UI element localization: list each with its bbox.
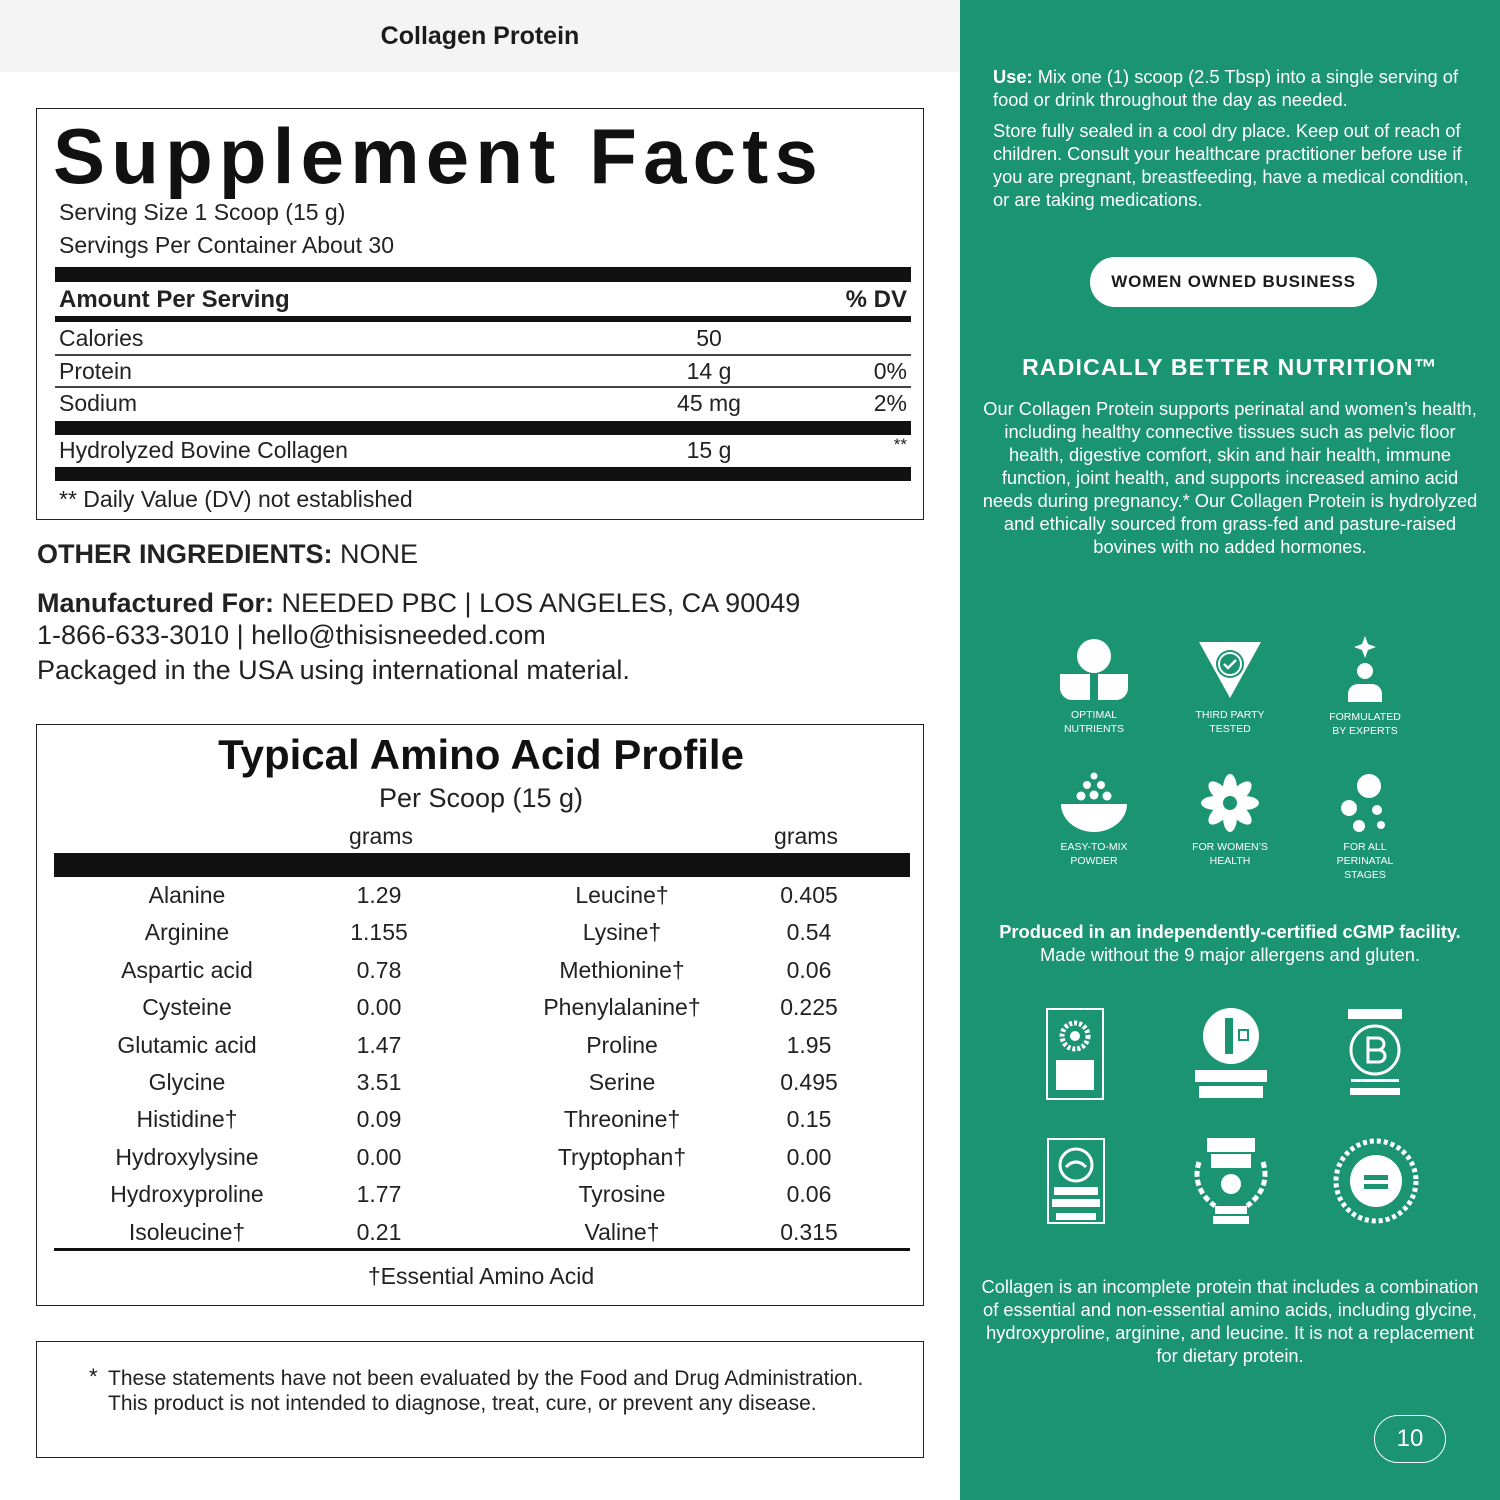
stages-icon [1337, 772, 1393, 834]
nutrient-dv: ** [893, 435, 907, 454]
amino-grams: 0.78 [356, 956, 402, 983]
amino-grams: 0.225 [780, 994, 838, 1021]
other-ingredients [37, 539, 418, 570]
contact-info: 1-866-633-3010 | hello@thisisneeded.com [37, 620, 546, 650]
amino-name: Glutamic acid [117, 1031, 257, 1058]
feature-womens-health [1165, 772, 1295, 868]
feature-label: POWDER [1070, 855, 1118, 867]
nutrient-amount: 15 g [686, 437, 732, 463]
feature-label: PERINATAL [1336, 855, 1394, 867]
nutrient-dv: 2% [873, 390, 907, 416]
usage-text [993, 65, 1473, 111]
manufacturer-label: Manufactured For: [37, 588, 275, 618]
dv-footnote: ** Daily Value (DV) not established [59, 486, 413, 512]
nutrient-name: Sodium [59, 390, 137, 416]
amino-row [37, 919, 925, 955]
facts-row [59, 437, 907, 467]
other-ingredients-value: NONE [332, 539, 419, 569]
amino-grams: 0.315 [780, 1218, 838, 1245]
amino-grams: 0.00 [356, 1143, 402, 1170]
amino-row [37, 1069, 925, 1105]
plastic-neutral-logo [1046, 1135, 1106, 1227]
amino-row [37, 957, 925, 993]
amino-name: Leucine† [575, 882, 669, 908]
feature-optimal-nutrients [1029, 636, 1159, 736]
amino-row [37, 1106, 925, 1142]
women-owned-badge: WOMEN OWNED BUSINESS [1090, 257, 1377, 307]
nutrient-name: Protein [59, 358, 132, 384]
feature-label: BY EXPERTS [1332, 725, 1398, 737]
nutrients-icon [1058, 636, 1130, 702]
amount-per-serving-label: Amount Per Serving [59, 286, 290, 313]
manufacturer-value: NEEDED PBC | LOS ANGELES, CA 90049 [274, 588, 801, 618]
fda-disclaimer [36, 1341, 924, 1458]
pesticide-free-logo [1330, 1135, 1422, 1227]
collagen-note: Collagen is an incomplete protein that includes a combination of essential and non-essential amino acids, including glycine, hydroxyproline, arginine, and leucine. It is not a replacement for dietary protein. [981, 1276, 1479, 1366]
nutrition-heading: RADICALLY BETTER NUTRITION™ [1022, 354, 1438, 380]
nutrient-name: Calories [59, 325, 144, 351]
amino-row [37, 1032, 925, 1068]
thick-divider [55, 421, 911, 435]
feature-label: NUTRIENTS [1063, 723, 1125, 735]
amino-name: Hydroxyproline [110, 1181, 264, 1208]
amino-grams: 3.51 [356, 1069, 402, 1095]
amino-grams: 0.495 [780, 1069, 838, 1095]
amino-name: Isoleucine† [128, 1218, 246, 1245]
allergen-statement: Made without the 9 major allergens and gluten. [1039, 944, 1421, 965]
facts-row [59, 390, 907, 420]
amino-row [37, 994, 925, 1030]
medium-divider [55, 316, 911, 322]
feature-label: OPTIMAL [1070, 709, 1118, 721]
amino-grams: 0.00 [786, 1143, 832, 1170]
info-panel [960, 0, 1500, 1500]
amino-title: Typical Amino Acid Profile [218, 731, 744, 778]
amino-grams: 1.95 [786, 1031, 832, 1058]
nutrient-amount: 45 mg [677, 390, 741, 416]
row-divider [55, 386, 911, 388]
amino-grams: 0.06 [786, 1181, 832, 1208]
b-corp-icon [1340, 1008, 1410, 1100]
disclaimer-star: * [89, 1364, 98, 1389]
clean-label-purity-logo [1185, 1132, 1277, 1228]
nutrient-name: Hydrolyzed Bovine Collagen [59, 437, 348, 463]
amino-grams: 1.77 [356, 1181, 402, 1208]
bottom-rule [54, 1248, 910, 1251]
experts-icon [1340, 636, 1390, 704]
other-ingredients-label: OTHER INGREDIENTS: [37, 539, 333, 569]
amino-subtitle: Per Scoop (15 g) [378, 783, 584, 813]
feature-label: FOR ALL [1343, 841, 1387, 853]
feature-all-perinatal-stages [1300, 772, 1430, 882]
feature-label: FORMULATED [1329, 711, 1401, 723]
supplement-facts-title: Supplement Facts [53, 112, 824, 200]
product-description: Our Collagen Protein supports perinatal and women’s health, including healthy connective tissues such as pelvic floor health, digestive comfort, skin and hair health, immune function, joint health, and supports increased amino acid needs during pregnancy.* Our Collagen Protein is hydrolyzed and ethically sourced from grass-fed and pasture-raised bovines with no added hormones. [982, 398, 1478, 557]
b-corp-logo [1340, 1008, 1410, 1100]
amino-name: Methionine† [559, 956, 685, 983]
use-text: Mix one (1) scoop (2.5 Tbsp) into a single serving of food or drink throughout the day as needed. [993, 66, 1459, 110]
amino-name: Aspartic acid [121, 956, 253, 983]
amino-grams: 0.15 [786, 1106, 832, 1133]
amino-name: Threonine† [563, 1106, 681, 1133]
manufacturer [37, 588, 800, 619]
row-divider [55, 354, 911, 356]
feature-label: TESTED [1209, 723, 1251, 735]
supplement-facts-panel [36, 108, 924, 520]
amino-grams: 1.47 [356, 1031, 402, 1058]
amino-row [37, 882, 925, 918]
flower-icon [1200, 772, 1260, 834]
thick-divider [55, 267, 911, 282]
dv-header: % DV [845, 286, 907, 313]
amino-name: Tyrosine [578, 1181, 666, 1208]
feature-label: FOR WOMEN’S [1192, 841, 1268, 853]
amino-name: Phenylalanine† [543, 994, 701, 1021]
essential-footnote: †Essential Amino Acid [367, 1263, 595, 1289]
amino-acid-panel [36, 724, 924, 1306]
storage-text: Store fully sealed in a cool dry place. Keep out of reach of children. Consult your healthcare practitioner before use if you are pregnant, breastfeeding, have a medical condition, or are taking medications. [993, 120, 1469, 210]
feature-third-party-tested [1165, 636, 1295, 736]
plastic-neutral-icon [1046, 1135, 1106, 1227]
facts-row [59, 358, 907, 388]
thick-divider [54, 853, 910, 877]
amino-name: Hydroxylysine [115, 1143, 259, 1170]
powder-icon [1059, 772, 1129, 834]
packaged-note: Packaged in the USA using international material. [37, 655, 630, 685]
use-label: Use: [993, 66, 1033, 87]
one-percent-logo [1193, 1008, 1269, 1100]
amino-grams: 0.06 [786, 956, 832, 983]
amino-grams: 1.29 [356, 882, 402, 908]
clean-label-purity-icon [1185, 1132, 1277, 1228]
feature-formulated-by-experts [1300, 636, 1430, 738]
amino-row [37, 1144, 925, 1180]
feature-label: THIRD PARTY [1195, 709, 1265, 721]
amount-header-row [59, 286, 907, 316]
product-title: Collagen Protein [380, 22, 580, 50]
thick-divider [55, 467, 911, 481]
amino-grams: 0.405 [780, 882, 838, 908]
nutrient-dv: 0% [873, 358, 907, 384]
facility-statement: Produced in an independently-certified cGMP facility. [999, 921, 1461, 942]
amino-grams: 0.00 [356, 994, 402, 1021]
facts-row [59, 325, 907, 355]
nutrient-amount: 14 g [686, 358, 732, 384]
servings-per-container: Servings Per Container About 30 [59, 232, 394, 258]
amino-name: Cysteine [142, 994, 232, 1021]
feature-label: STAGES [1344, 869, 1386, 881]
amino-name: Histidine† [136, 1106, 238, 1133]
climate-label-icon [1046, 1008, 1104, 1100]
feature-label: HEALTH [1209, 855, 1251, 867]
amino-name: Valine† [584, 1218, 660, 1245]
amino-name: Alanine [148, 882, 226, 908]
amino-name: Arginine [144, 919, 230, 946]
one-percent-planet-icon [1193, 1008, 1269, 1100]
amino-name: Proline [586, 1031, 658, 1058]
amino-row [37, 1181, 925, 1217]
amino-grams: 0.21 [356, 1218, 402, 1245]
serving-size: Serving Size 1 Scoop (15 g) [59, 199, 346, 225]
tested-icon [1197, 636, 1263, 702]
feature-easy-to-mix [1029, 772, 1159, 868]
amino-name: Glycine [148, 1069, 226, 1095]
product-header [0, 0, 960, 72]
amino-name: Tryptophan† [557, 1143, 687, 1170]
amino-grams: 0.09 [356, 1106, 402, 1133]
grams-header: grams [349, 823, 413, 849]
amino-name: Lysine† [582, 919, 662, 946]
climate-label-logo [1046, 1008, 1104, 1100]
pesticide-free-icon [1330, 1135, 1422, 1227]
amino-grams: 0.54 [786, 919, 832, 946]
amino-name: Serine [588, 1069, 656, 1095]
grams-header: grams [774, 823, 838, 849]
nutrient-amount: 50 [696, 325, 722, 351]
amino-grams: 1.155 [350, 919, 408, 946]
disclaimer-text: These statements have not been evaluated by the Food and Drug Administration. This product is not intended to diagnose, treat, cure, or prevent any disease. [108, 1367, 864, 1415]
feature-label: EASY-TO-MIX [1060, 841, 1128, 853]
page-number: 10 [1374, 1415, 1446, 1463]
